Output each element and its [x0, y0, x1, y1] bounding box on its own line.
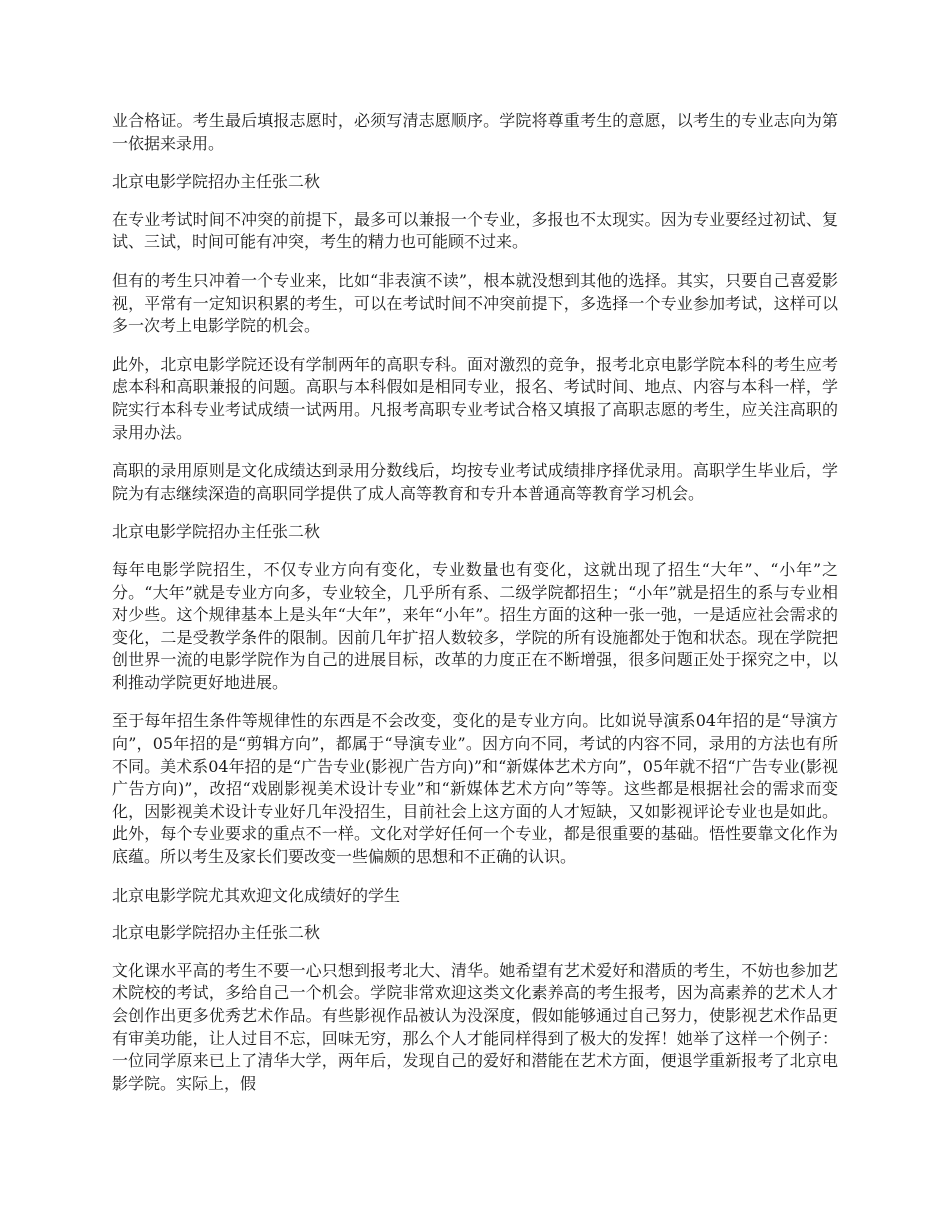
- paragraph-1: 业合格证。考生最后填报志愿时，必须写清志愿顺序。学院将尊重考生的意愿，以考生的专业志向为第一依据来录用。: [112, 111, 838, 153]
- paragraph-5: 高职的录用原则是文化成绩达到录用分数线后，均按专业考试成绩排序择优录用。高职学生毕业后，学院为有志继续深造的高职同学提供了成人高等教育和专升本普通高等教育学习机会。: [112, 461, 838, 503]
- section-heading: 北京电影学院尤其欢迎文化成绩好的学生: [112, 885, 401, 905]
- byline-heading: 北京电影学院招办主任张二秋: [112, 522, 321, 542]
- paragraph-8: 文化课水平高的考生不要一心只想到报考北大、清华。她希望有艺术爱好和潜质的考生，不妨也参加艺术院校的考试，多给自己一个机会。学院非常欢迎这类文化素养高的考生报考，因为高素养的艺术人才会创作出更多优秀艺术作品。有些影视作品被认为没深度，假如能够通过自己努力，使影视艺术作品更有审美功能，让人过目不忘，回味无穷，那么个人才能同样得到了极大的发挥！她举了这样一个例子：一位同学原来已上了清华大学，两年后，发现自己的爱好和潜能在艺术方面，便退学重新报考了北京电影学院。实际上，假: [112, 960, 838, 1093]
- paragraph-2: 在专业考试时间不冲突的前提下，最多可以兼报一个专业，多报也不太现实。因为专业要经过初试、复试、三试，时间可能有冲突，考生的精力也可能顾不过来。: [112, 209, 838, 252]
- byline-heading: 北京电影学院招办主任张二秋: [112, 172, 321, 192]
- paragraph-4: 此外，北京电影学院还设有学制两年的高职专科。面对激烈的竞争，报考北京电影学院本科的考生应考虑本科和高职兼报的问题。高职与本科假如是相同专业，报名、考试时间、地点、内容与本科一样，学院实行本科专业考试成绩一试两用。凡报考高职专业考试合格又填报了高职志愿的考生，应关注高职的录用办法。: [112, 354, 838, 442]
- paragraph-6: 每年电影学院招生，不仅专业方向有变化，专业数量也有变化，这就出现了招生“大年”、“小年”之分。“大年”就是专业方向多，专业较全，几乎所有系、二级学院都招生；“小年”就是招生的系与专业相对少些。这个规律基本上是头年“大年”，来年“小年”。招生方面的这种一张一弛，一是适应社会需求的变化，二是受教学条件的限制。因前几年扩招人数较多，学院的所有设施都处于饱和状态。现在学院把创世界一流的电影学院作为自己的进展目标，改革的力度正在不断增强，很多问题正处于探究之中，以利推动学院更好地进展。: [112, 559, 838, 692]
- byline-heading: 北京电影学院招办主任张二秋: [112, 923, 321, 943]
- paragraph-3: 但有的考生只冲着一个专业来，比如“非表演不读”，根本就没想到其他的选择。其实，只要自己喜爱影视，平常有一定知识积累的考生，可以在考试时间不冲突前提下，多选择一个专业参加考试，这样可以多一次考上电影学院的机会。: [112, 270, 838, 336]
- paragraph-7: 至于每年招生条件等规律性的东西是不会改变，变化的是专业方向。比如说导演系04年招的是“导演方向”，05年招的是“剪辑方向”，都属于“导演专业”。因方向不同，考试的内容不同，录用的方法也有所不同。美术系04年招的是“广告专业(影视广告方向)”和“新媒体艺术方向”，05年就不招“广告专业(影视广告方向)”，改招“戏剧影视美术设计专业”和“新媒体艺术方向”等等。这些都是根据社会的需求而变化，因影视美术设计专业好几年没招生，目前社会上这方面的人才短缺，又如影视评论专业也是如此。此外，每个专业要求的重点不一样。文化对学好任何一个专业，都是很重要的基础。悟性要靠文化作为底蕴。所以考生及家长们要改变一些偏颇的思想和不正确的认识。: [112, 711, 838, 867]
